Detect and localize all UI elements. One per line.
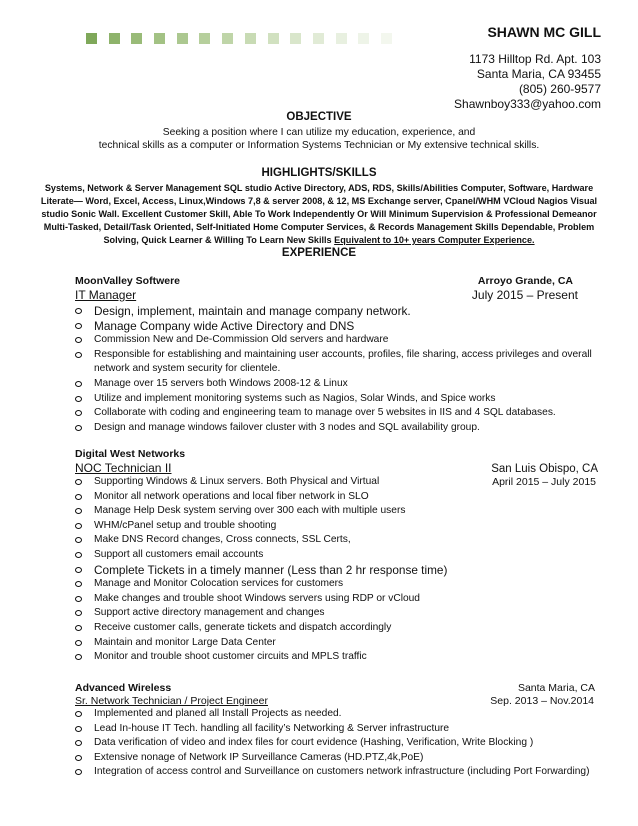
list-item: Monitor all network operations and local fiber network in SLO xyxy=(75,490,601,505)
list-item: Implemented and planed all Install Projects as needed. xyxy=(75,707,601,722)
decorative-square xyxy=(109,33,120,44)
list-item: Collaborate with coding and engineering team to manage over 5 websites in IIS and 4 SQL databases. xyxy=(75,406,601,421)
bullet-icon xyxy=(75,610,82,616)
phone-number: (805) 260-9577 xyxy=(518,82,601,96)
objective-line-1: Seeking a position where I can utilize my education, experience, and xyxy=(162,127,476,138)
list-item: Extensive nonage of Network IP Surveillance Cameras (HD.PTZ,4k,PoE) xyxy=(75,751,601,766)
bullet-icon xyxy=(75,352,82,358)
bullet-icon xyxy=(75,508,82,514)
list-item: Receive customer calls, generate tickets and dispatch accordingly xyxy=(75,621,601,636)
bullet-icon xyxy=(75,381,82,387)
list-item: Manage Help Desk system serving over 300 each with multiple users xyxy=(75,504,601,519)
bullet-icon xyxy=(75,323,82,329)
list-item: Commission New and De-Commission Old servers and hardware xyxy=(75,333,601,348)
bullet-icon xyxy=(75,425,82,431)
list-item: Complete Tickets in a timely manner (Less than 2 hr response time) xyxy=(75,563,601,578)
experience-heading: EXPERIENCE xyxy=(281,247,357,259)
list-item: Support active directory management and changes xyxy=(75,606,601,621)
list-item: Manage Company wide Active Directory and DNS xyxy=(75,319,601,334)
decorative-square xyxy=(268,33,279,44)
list-item: Responsible for establishing and maintaining user accounts, profiles, file sharing, access privileges and overall network and system security for clientele. xyxy=(75,348,601,377)
decorative-square xyxy=(86,33,97,44)
job-dates: July 2015 – Present xyxy=(471,288,578,302)
address-line-2: Santa Maria, CA 93455 xyxy=(476,67,601,81)
job-moonvalley xyxy=(75,275,601,435)
bullet-icon xyxy=(75,711,82,717)
bullet-icon xyxy=(75,740,82,746)
bullet-icon xyxy=(75,625,82,631)
decorative-square xyxy=(177,33,188,44)
decorative-square xyxy=(313,33,324,44)
bullet-icon xyxy=(75,769,82,775)
list-item: Maintain and monitor Large Data Center xyxy=(75,636,601,651)
bullet-icon xyxy=(75,396,82,402)
company-name: Advanced Wireless xyxy=(75,682,172,694)
list-item: Monitor and trouble shoot customer circuits and MPLS traffic xyxy=(75,650,601,665)
list-item: Manage and Monitor Colocation services for customers xyxy=(75,577,601,592)
company-name: Digital West Networks xyxy=(75,448,186,460)
bullet-icon xyxy=(75,308,82,314)
bullet-icon xyxy=(75,596,82,602)
job-dates: Sep. 2013 – Nov.2014 xyxy=(490,695,594,707)
job-location: Arroyo Grande, CA xyxy=(477,275,573,287)
job-location: Santa Maria, CA xyxy=(517,682,595,694)
bullet-icon xyxy=(75,410,82,416)
highlights-body: Systems, Network & Server Management SQL studio Active Directory, ADS, RDS, Skills/Abilities Computer, Software, Hardware Literate— Word, Excel, Access, Linux,Windows 7,8 & server 2008, & 12, MS Exchange server, Cpanel/WHM VCloud Nagios Visual studio Sonic Wall. Excellent Customer Skill, Able To Work Independently Or Will Minimum Supervision & Professional Demeanor Multi-Tasked, Detail/Task Oriented, Self-Initiated Home Computer Services, & Records Management Skills Dependable, Problem Solving, Quick Learner & Willing To Learn New Skills xyxy=(40,183,598,245)
address-line-1: 1173 Hilltop Rd. Apt. 103 xyxy=(469,52,601,66)
list-item: Support all customers email accounts xyxy=(75,548,601,563)
bullet-icon xyxy=(75,726,82,732)
bullet-icon xyxy=(75,567,82,573)
bullet-icon xyxy=(75,755,82,761)
bullet-icon xyxy=(75,640,82,646)
bullet-icon xyxy=(75,654,82,660)
job-title: IT Manager xyxy=(75,288,137,302)
list-item: Manage over 15 servers both Windows 2008-12 & Linux xyxy=(75,377,601,392)
decorative-square xyxy=(290,33,301,44)
contact-header xyxy=(454,24,601,112)
list-item: Make changes and trouble shoot Windows servers using RDP or vCloud xyxy=(75,592,601,607)
job-bullets xyxy=(75,475,601,665)
candidate-name: SHAWN MC GILL xyxy=(487,24,601,40)
list-item: Make DNS Record changes, Cross connects, SSL Certs, xyxy=(75,533,601,548)
job-advanced-wireless xyxy=(75,682,601,780)
company-name: MoonValley Softwere xyxy=(75,275,181,287)
bullet-icon xyxy=(75,552,82,558)
objective-heading: OBJECTIVE xyxy=(286,111,352,123)
list-item: Design and manage windows failover cluster with 3 nodes and SQL availability group. xyxy=(75,421,601,436)
objective-line-2: technical skills as a computer or Information Systems Technician or My extensive technical skills. xyxy=(98,140,540,151)
highlights-heading: HIGHLIGHTS/SKILLS xyxy=(261,167,377,179)
bullet-icon xyxy=(75,537,82,543)
job-digital-west xyxy=(75,448,601,665)
decorative-square xyxy=(381,33,392,44)
highlights-text xyxy=(34,182,604,247)
job-bullets xyxy=(75,707,601,780)
list-item: Design, implement, maintain and manage company network. xyxy=(75,304,601,319)
list-item: Utilize and implement monitoring systems such as Nagios, Solar Winds, and Spice works xyxy=(75,392,601,407)
list-item: Integration of access control and Surveillance on customers network infrastructure (including Port Forwarding) xyxy=(75,765,601,780)
decorative-square xyxy=(154,33,165,44)
job-dates: April 2015 – July 2015 xyxy=(492,476,596,488)
decorative-square xyxy=(222,33,233,44)
bullet-icon xyxy=(75,581,82,587)
job-bullets xyxy=(75,304,601,435)
highlights-underlined: Equivalent to 10+ years Computer Experience. xyxy=(334,235,535,245)
job-location: San Luis Obispo, CA xyxy=(491,463,598,475)
list-item: WHM/cPanel setup and trouble shooting xyxy=(75,519,601,534)
list-item: Data verification of video and index files for court evidence (Hashing, Verification, Write Blocking ) xyxy=(75,736,601,751)
job-title: NOC Technician II xyxy=(75,461,172,475)
list-item: Lead In-house IT Tech. handling all facility’s Networking & Server infrastructure xyxy=(75,722,601,737)
bullet-icon xyxy=(75,479,82,485)
bullet-icon xyxy=(75,523,82,529)
decorative-square xyxy=(245,33,256,44)
decorative-squares xyxy=(86,33,404,44)
decorative-square xyxy=(131,33,142,44)
list-item: Supporting Windows & Linux servers. Both Physical and Virtual April 2015 – July 2015 xyxy=(75,475,601,490)
decorative-square xyxy=(336,33,347,44)
decorative-square xyxy=(199,33,210,44)
job-title: Sr. Network Technician / Project Engineer xyxy=(75,695,268,707)
bullet-icon xyxy=(75,494,82,500)
decorative-square xyxy=(358,33,369,44)
email-address: Shawnboy333@yahoo.com xyxy=(454,97,601,111)
bullet-icon xyxy=(75,337,82,343)
